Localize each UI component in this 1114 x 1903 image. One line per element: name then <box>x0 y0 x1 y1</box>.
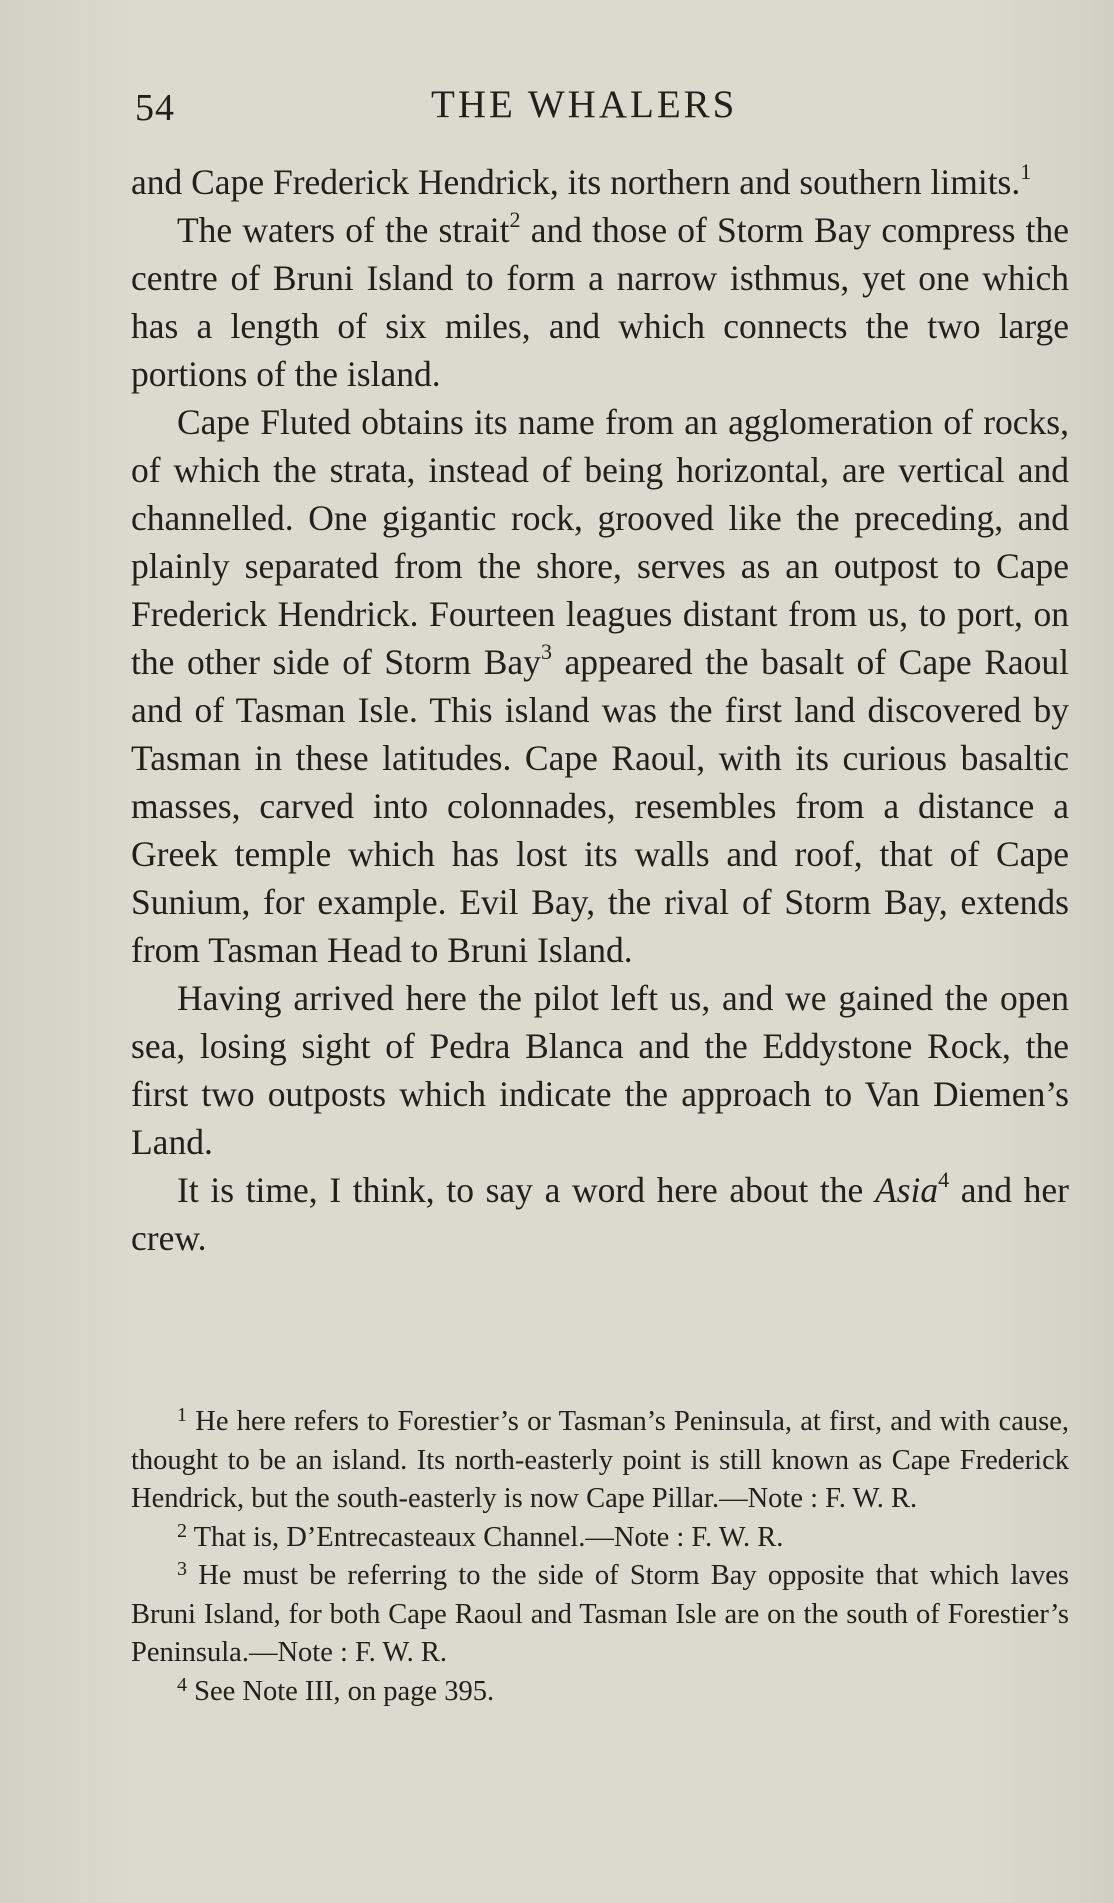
paragraph-text: appeared the basalt of Cape Raoul and of Tasman Isle. This island was the first land discovered by Tasman in these latitudes. Cape Raoul, with its curious basaltic masses, carved into colonnades, resembles from a distance a Greek temple which has lost its walls and roof, that of Cape Sunium, for example. Evil Bay, the rival of Storm Bay, extends from Tasman Head to Bruni Island. <box>131 642 1069 970</box>
footnote-marker: 4 <box>177 1673 187 1696</box>
paragraph <box>131 206 1069 398</box>
paragraph <box>131 158 1069 206</box>
running-head <box>133 78 1068 138</box>
paragraph-text: and Cape Frederick Hendrick, its northern and southern limits. <box>131 162 1021 202</box>
footnote-marker: 2 <box>177 1519 187 1542</box>
paragraph-text: Cape Fluted obtains its name from an agglomeration of rocks, of which the strata, instead of being horizontal, are vertical and channelled. One gigantic rock, grooved like the preceding, and plainly separated from the shore, serves as an outpost to Cape Frederick Hendrick. Fourteen leagues distant from us, to port, on the other side of Storm Bay <box>131 402 1069 682</box>
paragraph <box>131 398 1069 974</box>
paragraph-text: It is time, I think, to say a word here about the <box>177 1170 875 1210</box>
paragraph: Having arrived here the pilot left us, and we gained the open sea, losing sight of Pedra Blanca and the Eddystone Rock, the first two outposts which indicate the approach to Van Diemen’s Land. <box>131 978 1069 1162</box>
footnote-marker: 3 <box>177 1558 187 1580</box>
page-number: 54 <box>135 87 175 129</box>
footnote-ref: 2 <box>509 207 521 232</box>
footnote <box>131 1557 1069 1673</box>
paragraph-text: The waters of the strait <box>177 210 510 250</box>
footnote-text: See Note III, on page 395. <box>194 1675 495 1707</box>
footnote <box>131 1403 1069 1519</box>
footnote-text: That is, D’Entrecasteaux Channel.—Note : F. W. R. <box>193 1521 784 1553</box>
ship-name: Asia <box>874 1170 939 1210</box>
footnote <box>131 1673 1069 1712</box>
footnote-text: He here refers to Forestier’s or Tasman’s Peninsula, at first, and with cause, thought to be an island. Its north-easterly point is still known as Cape Frederick Hendrick, but the south-easterly is now Cape Pillar.—Note : F. W. R. <box>131 1406 1070 1514</box>
footnotes <box>131 1403 1069 1711</box>
body-text <box>131 158 1069 1262</box>
footnote-ref: 4 <box>938 1167 950 1192</box>
paragraph <box>131 1166 1069 1262</box>
running-title: THE WHALERS <box>431 83 738 126</box>
footnote <box>131 1519 1069 1558</box>
footnote-ref: 1 <box>1020 159 1032 184</box>
footnote-text: He must be referring to the side of Storm Bay opposite that which laves Bruni Island, for both Cape Raoul and Tasman Isle are on the south of Forestier’s Peninsula.—Note : F. W. R. <box>131 1560 1070 1668</box>
paragraph-text: and those of Storm Bay compress the centre of Bruni Island to form a narrow isthmus, yet one which has a length of six miles, and which connects the two large portions of the island. <box>131 210 1070 394</box>
footnote-ref: 3 <box>540 639 552 664</box>
paragraph-text: and her crew. <box>131 1170 1069 1258</box>
footnote-marker: 1 <box>177 1404 187 1426</box>
